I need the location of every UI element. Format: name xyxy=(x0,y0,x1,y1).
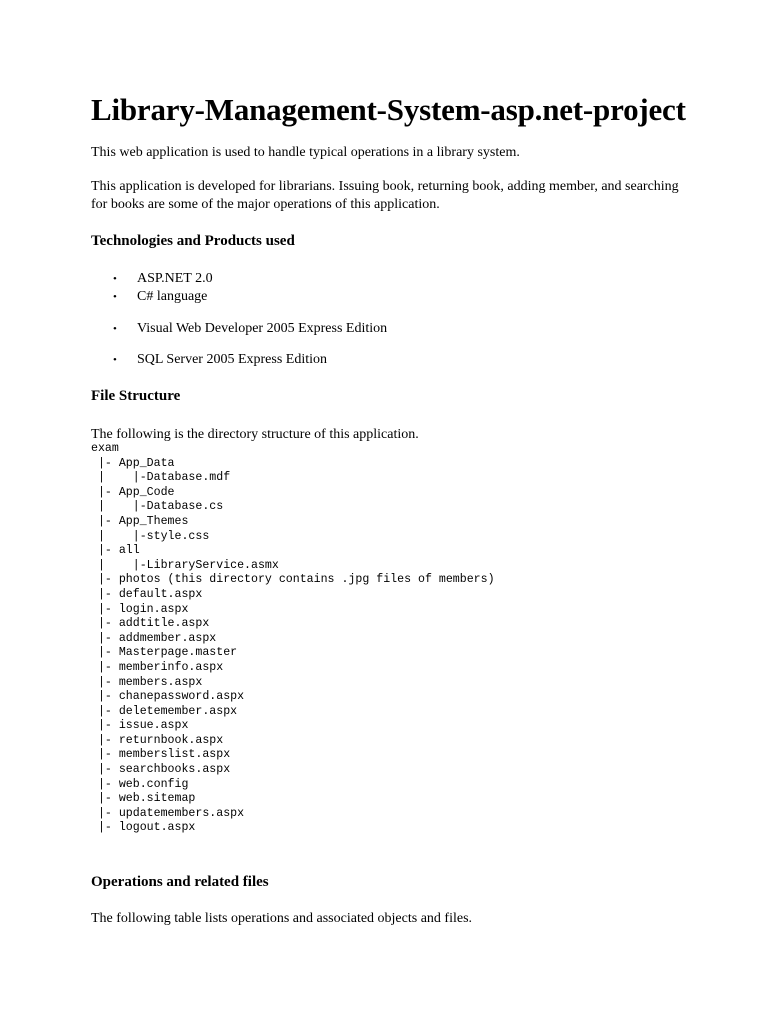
file-structure-heading: File Structure xyxy=(91,388,181,404)
technologies-list-cont xyxy=(91,320,387,338)
directory-tree: exam |- App_Data | |-Database.mdf |- App_Code | |-Database.cs |- App_Themes | |-style.css |- all | |-LibraryService.asmx |- photos (this directory contains .jpg files of members) |- default.aspx |- login.aspx |- addtitle.aspx |- addmember.aspx |- Masterpage.master |- memberinfo.aspx |- members.aspx |- chanepassword.aspx |- deletemember.aspx |- issue.aspx |- returnbook.aspx |- memberslist.aspx |- searchbooks.aspx |- web.config |- web.sitemap |- updatemembers.aspx |- logout.aspx xyxy=(91,442,495,835)
file-structure-intro: The following is the directory structure of this application. xyxy=(91,427,419,442)
bullet-icon: • xyxy=(113,291,117,303)
technologies-heading: Technologies and Products used xyxy=(91,233,295,249)
bullet-icon: • xyxy=(113,323,117,335)
operations-intro: The following table lists operations and associated objects and files. xyxy=(91,911,473,926)
bullet-icon: • xyxy=(113,354,117,366)
technologies-list-cont-2 xyxy=(91,351,327,369)
description-paragraph: This application is developed for librarians. Issuing book, returning book, adding member, and searching for books are some of the major operations of this application. xyxy=(91,179,679,212)
list-item: • SQL Server 2005 Express Edition xyxy=(113,352,328,367)
list-item: • ASP.NET 2.0 xyxy=(113,271,213,286)
list-item: • C# language xyxy=(113,289,208,304)
intro-paragraph: This web application is used to handle typical operations in a library system. xyxy=(91,145,520,160)
operations-heading: Operations and related files xyxy=(91,874,269,890)
bullet-icon: • xyxy=(113,273,117,285)
page-title: Library-Management-System-asp.net-project xyxy=(91,92,686,127)
list-item: • Visual Web Developer 2005 Express Edition xyxy=(113,321,388,336)
technologies-list xyxy=(91,270,213,306)
